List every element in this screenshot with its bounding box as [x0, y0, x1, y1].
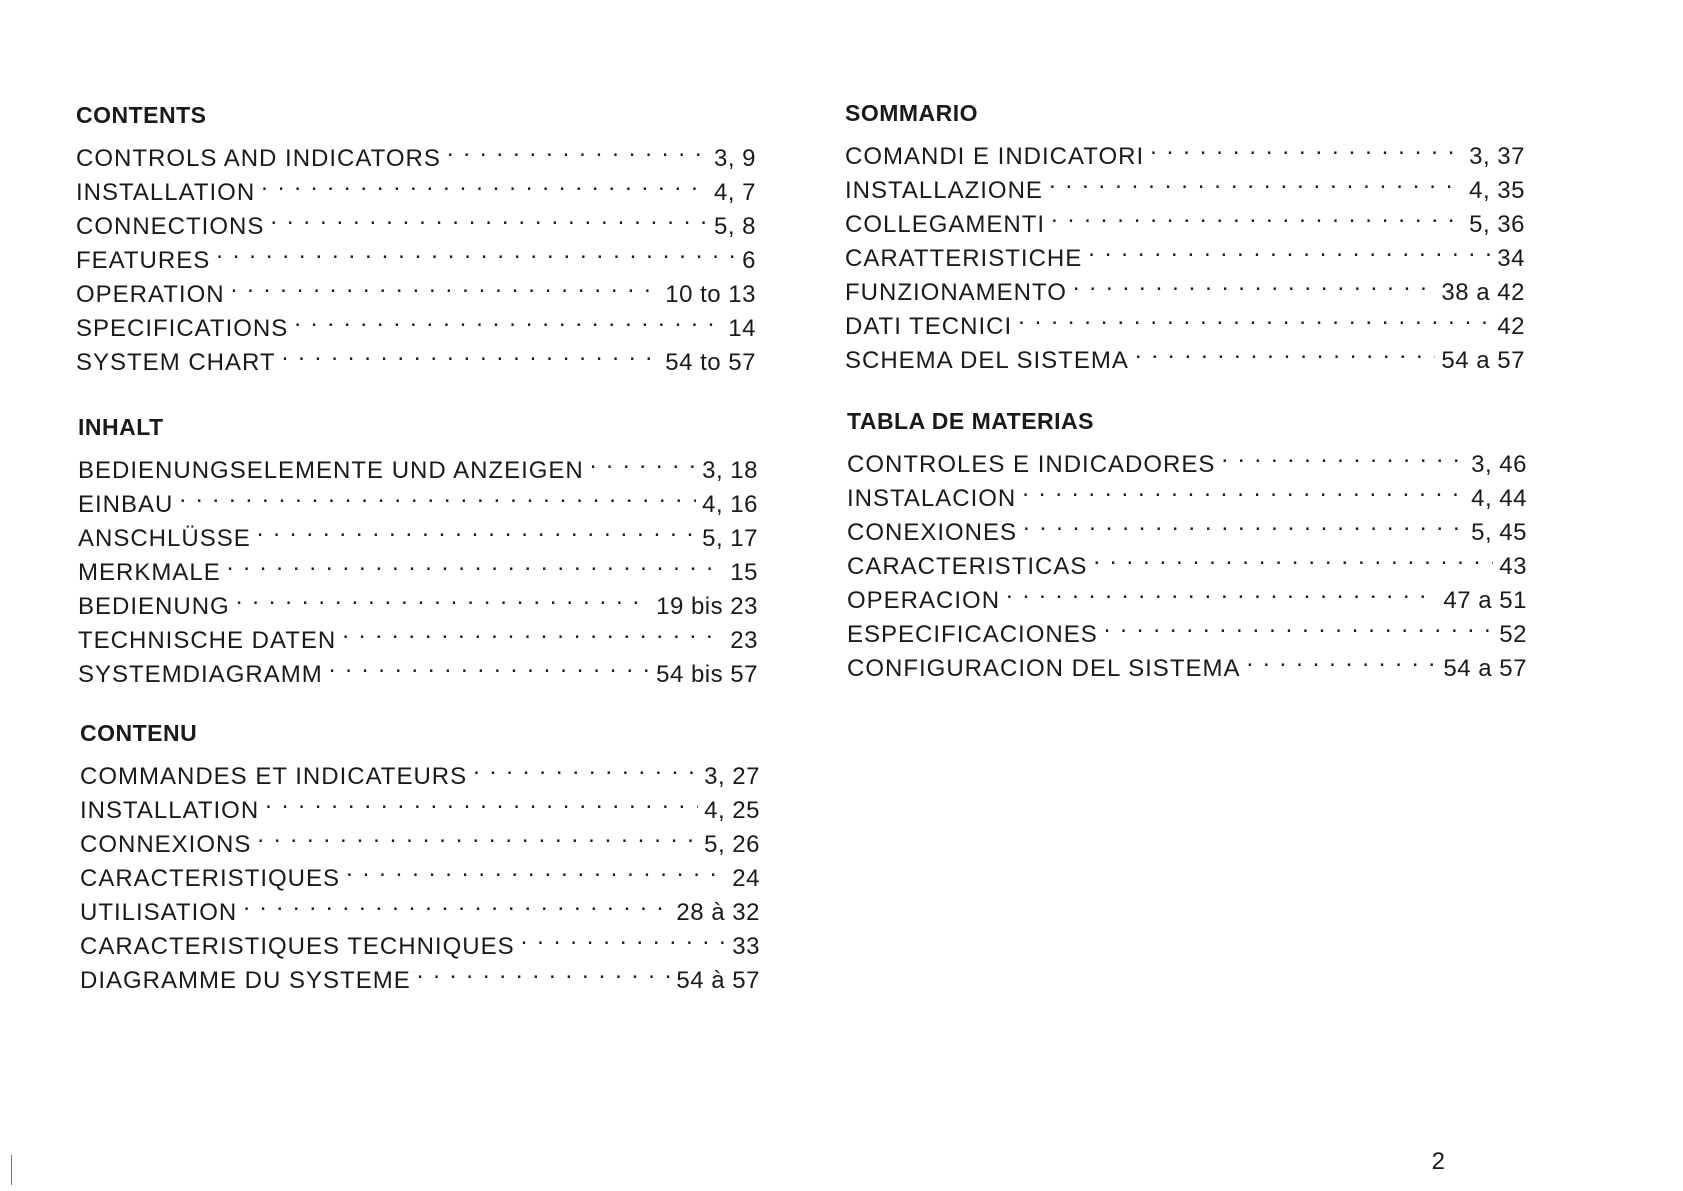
dot-leader	[1150, 130, 1463, 164]
dot-leader	[294, 302, 722, 336]
toc-entry-page: 4, 35	[1469, 177, 1525, 204]
toc-entry-label: CARATTERISTICHE	[845, 245, 1083, 272]
toc-entry-label: COMMANDES ET INDICATEURS	[80, 763, 468, 790]
dot-leader	[179, 478, 696, 512]
toc-entry-page: 5, 26	[704, 831, 760, 858]
toc-entry-label: DIAGRAMME DU SYSTEME	[80, 967, 411, 994]
dot-leader	[257, 512, 696, 546]
toc-entry-label: FEATURES	[76, 247, 211, 274]
toc-entry-label: CONTROLS AND INDICATORS	[76, 145, 441, 172]
toc-entry-page: 3, 37	[1469, 143, 1525, 170]
toc-list	[78, 444, 758, 688]
dot-leader	[1049, 164, 1463, 198]
toc-entry[interactable]	[847, 438, 1527, 478]
toc-entry[interactable]	[80, 750, 760, 790]
toc-entry-page: 15	[730, 559, 758, 586]
dot-leader	[1073, 266, 1436, 300]
toc-entry-page: 47 a 51	[1443, 587, 1527, 614]
toc-entry-page: 54 a 57	[1441, 347, 1525, 374]
toc-entry-label: SYSTEM CHART	[76, 349, 276, 376]
dot-leader	[1093, 540, 1493, 574]
toc-entry-label: DATI TECNICI	[845, 313, 1013, 340]
toc-entry-label: TECHNISCHE DATEN	[78, 627, 337, 654]
toc-entry-page: 3, 9	[713, 145, 756, 172]
toc-entry-page: 4, 7	[713, 179, 756, 206]
toc-section-tabla-de-materias	[847, 404, 1527, 682]
dot-leader	[590, 444, 696, 478]
dot-leader	[243, 886, 670, 920]
toc-entry-label: ANSCHLÜSSE	[78, 525, 251, 552]
section-title: SOMMARIO	[845, 100, 979, 126]
toc-entry-label: OPERACION	[847, 587, 1001, 614]
toc-entry-page: 10 to 13	[665, 281, 756, 308]
toc-entry-page: 33	[732, 933, 760, 960]
dot-leader	[346, 852, 726, 886]
dot-leader	[227, 546, 725, 580]
toc-entry-page: 54 a 57	[1443, 655, 1527, 682]
toc-entry-page: 4, 16	[702, 491, 758, 518]
toc-entry[interactable]	[78, 512, 758, 552]
toc-entry-label: FUNZIONAMENTO	[845, 279, 1067, 306]
toc-entry-label: COMANDI E INDICATORI	[845, 143, 1145, 170]
section-title: CONTENU	[80, 720, 198, 746]
toc-entry-label: COLLEGAMENTI	[845, 211, 1046, 238]
dot-leader	[282, 336, 660, 370]
toc-entry-label: CARACTERISTICAS	[847, 553, 1088, 580]
dot-leader	[1023, 506, 1465, 540]
toc-list	[847, 438, 1527, 682]
toc-entry-label: EINBAU	[78, 491, 174, 518]
toc-entry-page: 54 to 57	[665, 349, 756, 376]
dot-leader	[1104, 608, 1494, 642]
toc-entry-page: 5, 45	[1471, 519, 1527, 546]
dot-leader	[1022, 472, 1465, 506]
toc-section-inhalt	[78, 410, 758, 688]
toc-entry-page: 54 à 57	[676, 967, 760, 994]
dot-leader	[1051, 198, 1463, 232]
toc-entry[interactable]	[845, 130, 1525, 170]
toc-entry-label: CARACTERISTIQUES	[80, 865, 341, 892]
toc-entry-page: 28 à 32	[676, 899, 760, 926]
toc-entry-page: 6	[742, 247, 756, 274]
dot-leader	[473, 750, 698, 784]
toc-entry-label: CONTROLES E INDICADORES	[847, 451, 1216, 478]
toc-entry-label: SPECIFICATIONS	[76, 315, 289, 342]
toc-entry-label: ESPECIFICACIONES	[847, 621, 1098, 648]
dot-leader	[216, 234, 736, 268]
toc-entry-label: SCHEMA DEL SISTEMA	[845, 347, 1129, 374]
toc-entry-page: 38 a 42	[1441, 279, 1525, 306]
toc-entry-page: 3, 18	[702, 457, 758, 484]
toc-entry-page: 52	[1499, 621, 1527, 648]
toc-entry-label: OPERATION	[76, 281, 225, 308]
toc-entry-label: SYSTEMDIAGRAMM	[78, 661, 323, 688]
dot-leader	[342, 614, 724, 648]
toc-entry-page: 42	[1497, 313, 1525, 340]
toc-entry-label: INSTALLAZIONE	[845, 177, 1043, 204]
toc-entry-label: CONEXIONES	[847, 519, 1018, 546]
dot-leader	[1246, 642, 1437, 676]
dot-leader	[1221, 438, 1465, 472]
toc-list	[80, 750, 760, 994]
toc-entry-label: INSTALLATION	[80, 797, 260, 824]
toc-entry-label: CONFIGURACION DEL SISTEMA	[847, 655, 1241, 682]
toc-entry-page: 54 bis 57	[656, 661, 758, 688]
toc-entry-label: CONNECTIONS	[76, 213, 265, 240]
toc-entry[interactable]	[78, 478, 758, 518]
toc-entry[interactable]	[78, 444, 758, 484]
section-title: TABLA DE MATERIAS	[847, 408, 1095, 434]
dot-leader	[417, 954, 671, 988]
toc-entry-page: 5, 8	[713, 213, 756, 240]
dot-leader	[521, 920, 727, 954]
toc-section-sommario	[845, 96, 1525, 374]
toc-entry-label: CARACTERISTIQUES TECHNIQUES	[80, 933, 515, 960]
dot-leader	[270, 200, 708, 234]
toc-entry-page: 19 bis 23	[656, 593, 758, 620]
toc-entry-label: MERKMALE	[78, 559, 221, 586]
toc-entry-label: INSTALLATION	[76, 179, 256, 206]
toc-entry-label: BEDIENUNGSELEMENTE UND ANZEIGEN	[78, 457, 584, 484]
toc-section-contents	[76, 98, 756, 376]
toc-entry-page: 24	[732, 865, 760, 892]
toc-list	[845, 130, 1525, 374]
toc-entry-label: CONNEXIONS	[80, 831, 252, 858]
toc-entry-page: 43	[1499, 553, 1527, 580]
dot-leader	[257, 818, 698, 852]
dot-leader	[236, 580, 650, 614]
toc-entry-page: 34	[1497, 245, 1525, 272]
toc-entry-label: INSTALACION	[847, 485, 1017, 512]
toc-entry[interactable]	[76, 132, 756, 172]
toc-entry-page: 4, 25	[704, 797, 760, 824]
dot-leader	[329, 648, 650, 682]
dot-leader	[265, 784, 698, 818]
dot-leader	[447, 132, 708, 166]
dot-leader	[1006, 574, 1437, 608]
toc-entry-page: 5, 36	[1469, 211, 1525, 238]
section-title: CONTENTS	[76, 102, 207, 128]
section-title: INHALT	[78, 414, 164, 440]
toc-entry-page: 23	[730, 627, 758, 654]
toc-entry-label: BEDIENUNG	[78, 593, 230, 620]
toc-entry-page: 14	[728, 315, 756, 342]
toc-entry-page: 5, 17	[702, 525, 758, 552]
dot-leader	[1018, 300, 1491, 334]
dot-leader	[1088, 232, 1491, 266]
toc-entry-label: UTILISATION	[80, 899, 238, 926]
toc-list	[76, 132, 756, 376]
dot-leader	[1135, 334, 1436, 368]
dot-leader	[231, 268, 660, 302]
toc-entry-page: 4, 44	[1471, 485, 1527, 512]
dot-leader	[261, 166, 708, 200]
toc-section-contenu	[80, 716, 760, 994]
margin-mark	[11, 1155, 12, 1185]
toc-entry-page: 3, 27	[704, 763, 760, 790]
page-number: 2	[1431, 1148, 1445, 1175]
toc-entry-page: 3, 46	[1471, 451, 1527, 478]
